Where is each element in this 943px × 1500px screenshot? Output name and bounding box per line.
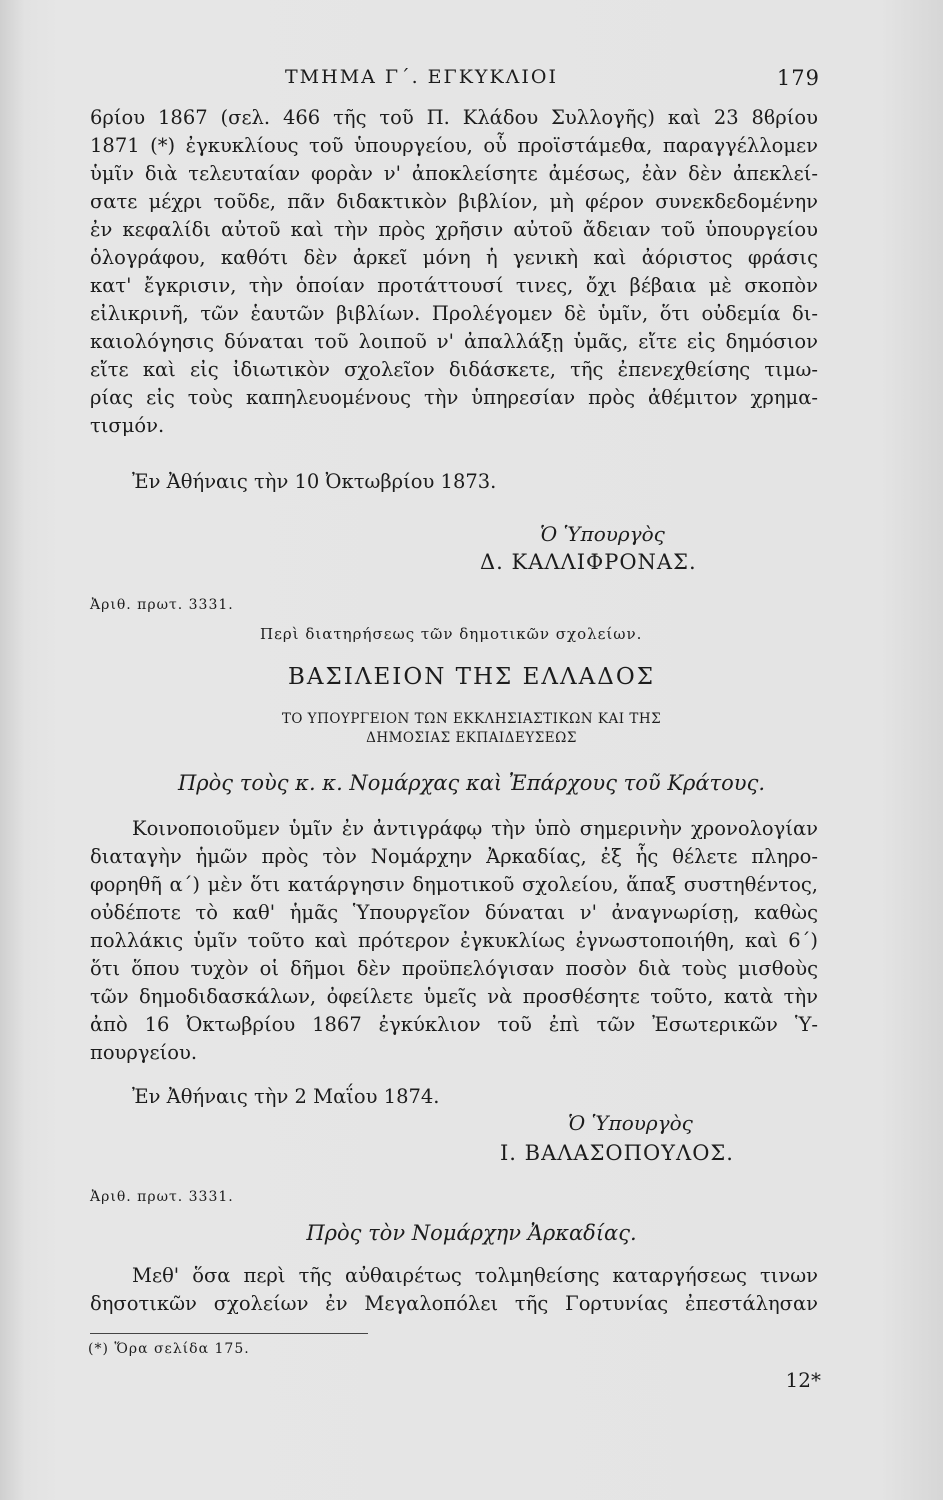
- text-line: ἀπὸ 16 Ὀκτωβρίου 1867 ἐγκύκλιον τοῦ ἐπὶ τῶν Ἐσωτερικῶν Ὑ-: [90, 1013, 818, 1036]
- text-line: δησοτικῶν σχολείων ἐν Μεγαλοπόλει τῆς Γορτυνίας ἐπεστάλησαν: [90, 1292, 818, 1315]
- text-line: σατε μέχρι τοῦδε, πᾶν διδακτικὸν βιβλίον, μὴ φέρον συνεκδεδομένην: [90, 190, 818, 213]
- text-line: ὁλογράφου, καθότι δὲν ἀρκεῖ μόνη ἡ γενικὴ καὶ ἀόριστος φράσις: [90, 246, 818, 269]
- text-line: ὑμῖν διὰ τελευταίαν φορὰν ν' ἀποκλείσητε ἀμέσως, ἐὰν δὲν ἀπεκλεί-: [90, 162, 818, 185]
- signatory-name-1: Δ. ΚΑΛΛΙΦΡΟΝΑΣ.: [480, 550, 697, 574]
- printer-signature-mark: 12*: [785, 1368, 821, 1392]
- text-line: καιολόγησις δύναται τοῦ λοιποῦ ν' ἀπαλλάξῃ ὑμᾶς, εἴτε εἰς δημόσιον: [90, 330, 818, 353]
- text-line: Μεθ' ὅσα περὶ τῆς αὐθαιρέτως τολμηθείσης καταργήσεως τινων: [132, 1264, 818, 1287]
- text-line: 1871 (*) ἐγκυκλίους τοῦ ὑπουργείου, οὗ προϊστάμεθα, παραγγέλλομεν: [90, 134, 818, 157]
- date-line-1: Ἐν Ἀθήναις τὴν 10 Ὀκτωβρίου 1873.: [132, 470, 497, 493]
- paragraph-3: [90, 1262, 818, 1318]
- running-title: ΤΜΗΜΑ Γ΄. ΕΓΚΥΚΛΙΟΙ: [285, 66, 558, 88]
- footnote-rule: [90, 1333, 368, 1334]
- text-line: τῶν δημοδιδασκάλων, ὀφείλετε ὑμεῖς νὰ προσθέσητε τοῦτο, κατὰ τὴν: [90, 985, 818, 1008]
- text-line: διαταγὴν ἡμῶν πρὸς τὸν Νομάρχην Ἀρκαδίας, ἐξ ἧς θέλετε πληρο-: [90, 845, 818, 868]
- ministry-heading-line-2: ΔΗΜΟΣΙΑΣ ΕΚΠΑΙΔΕΥΣΕΩΣ: [366, 730, 577, 746]
- signatory-name-2: Ι. ΒΑΛΑΣΟΠΟΥΛΟΣ.: [500, 1141, 734, 1165]
- date-line-2: Ἐν Ἀθήναις τὴν 2 Μαΐου 1874.: [132, 1085, 440, 1108]
- text-line: οὐδέποτε τὸ καθ' ἡμᾶς Ὑπουργεῖον δύναται ν' ἀναγνωρίσῃ, καθὼς: [90, 901, 818, 924]
- signatory-title-2: Ὁ Ὑπουργὸς: [568, 1111, 693, 1135]
- text-line: πουργείου.: [90, 1041, 198, 1064]
- text-line: ρίας εἰς τοὺς καπηλευομένους τὴν ὑπηρεσίαν πρὸς ἀθέμιτον χρημα-: [90, 386, 818, 409]
- text-line: Κοινοποιοῦμεν ὑμῖν ἐν ἀντιγράφῳ τὴν ὑπὸ σημερινὴν χρονολογίαν: [132, 817, 818, 840]
- protocol-number-2: Ἀριθ. πρωτ. 3331.: [90, 1189, 234, 1205]
- text-line: πολλάκις ὑμῖν τοῦτο καὶ πρότερον ἐγκυκλίως ἐγνωστοποιήθη, καὶ 6΄): [90, 929, 818, 952]
- page-number: 179: [776, 66, 820, 90]
- text-line: κατ' ἔγκρισιν, τὴν ὁποίαν προτάττουσί τινες, ὄχι βέβαια μὲ σκοπὸν: [90, 274, 818, 297]
- text-line: 6ρίου 1867 (σελ. 466 τῆς τοῦ Π. Κλάδου Συλλογῆς) καὶ 23 8ϐρίου: [90, 106, 818, 129]
- text-line: τισμόν.: [90, 414, 165, 437]
- paragraph-1: [90, 104, 818, 440]
- subject-line: Περὶ διατηρήσεως τῶν δημοτικῶν σχολείων.: [260, 625, 643, 643]
- page-header: [140, 66, 820, 96]
- kingdom-heading: ΒΑΣΙΛΕΙΟΝ ΤΗΣ ΕΛΛΑΔΟΣ: [288, 664, 655, 690]
- signatory-title-1: Ὁ Ὑπουργὸς: [540, 522, 665, 546]
- text-line: ὅτι ὅπου τυχὸν οἱ δῆμοι δὲν προϋπελόγισαν ποσὸν διὰ τοὺς μισθοὺς: [90, 957, 818, 980]
- addressee-2: Πρὸς τὸν Νομάρχην Ἀρκαδίας.: [306, 1221, 637, 1245]
- ministry-heading-line-1: ΤΟ ΥΠΟΥΡΓΕΙΟΝ ΤΩΝ ΕΚΚΛΗΣΙΑΣΤΙΚΩΝ ΚΑΙ ΤΗΣ: [281, 711, 662, 727]
- protocol-number-1: Ἀριθ. πρωτ. 3331.: [90, 597, 234, 613]
- addressee-1: Πρὸς τοὺς κ. κ. Νομάρχας καὶ Ἐπάρχους τοῦ Κράτους.: [177, 771, 766, 795]
- text-line: φορηθῆ α΄) μὲν ὅτι κατάργησιν δημοτικοῦ σχολείου, ἅπαξ συστηθέντος,: [90, 873, 818, 896]
- text-line: εἴτε καὶ εἰς ἰδιωτικὸν σχολεῖον διδάσκετε, τῆς ἐπενεχθείσης τιμω-: [90, 358, 818, 381]
- footnote: (*) Ὅρα σελίδα 175.: [88, 1341, 250, 1357]
- text-line: εἰλικρινῆ, τῶν ἑαυτῶν βιβλίων. Προλέγομεν δὲ ὑμῖν, ὅτι οὐδεμία δι-: [90, 302, 818, 325]
- paragraph-2: [90, 815, 818, 1067]
- text-line: ἐν κεφαλίδι αὐτοῦ καὶ τὴν πρὸς χρῆσιν αὐτοῦ ἄδειαν τοῦ ὑπουργείου: [90, 218, 818, 241]
